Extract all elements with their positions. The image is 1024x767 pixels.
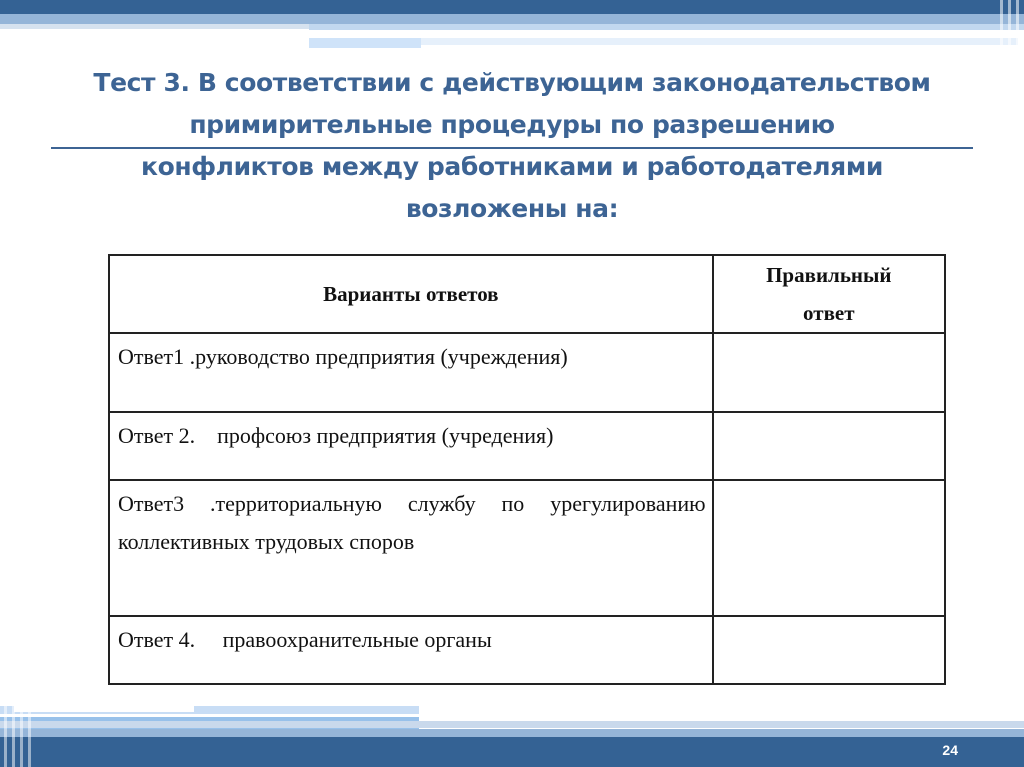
title-line: возложены на: xyxy=(405,194,619,223)
bottom-band-highlight xyxy=(75,714,419,717)
table-row xyxy=(109,616,945,684)
title-line: конфликтов между работниками и работодателями xyxy=(141,152,883,181)
table-row xyxy=(109,480,945,616)
correct-answer-cell[interactable] xyxy=(713,480,945,616)
table-row xyxy=(109,333,945,412)
answer-option-cell xyxy=(109,412,713,480)
correct-answer-cell[interactable] xyxy=(713,616,945,684)
table-header-row xyxy=(109,255,945,333)
top-band-stripe xyxy=(309,38,421,48)
top-band-vertical-line xyxy=(1016,0,1019,48)
top-band-light xyxy=(0,14,1024,24)
answer-option-cell xyxy=(109,616,713,684)
header-correct-line: ответ xyxy=(803,301,855,325)
header-options: Варианты ответов xyxy=(109,255,713,333)
header-correct-line: Правильный xyxy=(766,263,892,287)
header-correct-answer xyxy=(713,255,945,333)
answer-option-text: Ответ3 .территориальную службу по урегулированию коллективных трудовых споров xyxy=(118,491,706,554)
bottom-band-stripe xyxy=(0,721,1024,728)
top-band-highlight xyxy=(309,33,487,36)
top-band-vertical-line xyxy=(1008,0,1011,48)
slide-title xyxy=(51,62,973,230)
top-band-stripe xyxy=(0,24,309,29)
top-band-vertical-line xyxy=(1000,0,1003,48)
top-band-stripe xyxy=(421,38,1018,45)
title-divider xyxy=(51,147,973,149)
bottom-band-vertical-line xyxy=(4,706,7,767)
bottom-band-vertical-line xyxy=(28,706,31,767)
answer-option-cell xyxy=(109,480,713,616)
answers-table xyxy=(108,254,946,685)
answer-option-cell xyxy=(109,333,713,412)
table-row xyxy=(109,412,945,480)
bottom-band-highlight xyxy=(14,706,194,712)
answer-option-text: Ответ1 .руководство предприятия (учреждения) xyxy=(118,344,568,369)
correct-answer-cell[interactable] xyxy=(713,412,945,480)
bottom-band-vertical-line xyxy=(12,706,15,767)
bottom-band-light xyxy=(0,729,1024,737)
correct-answer-cell[interactable] xyxy=(713,333,945,412)
bottom-band-vertical-line xyxy=(20,706,23,767)
top-band-dark xyxy=(0,0,1024,14)
title-line: Тест 3. В соответствии с действующим законодательством xyxy=(93,68,931,97)
answer-option-text: Ответ 4. правоохранительные органы xyxy=(118,627,492,652)
title-line: примирительные процедуры по разрешению xyxy=(189,110,835,139)
top-band-stripe xyxy=(309,24,1024,30)
page-number: 24 xyxy=(942,742,958,758)
answer-option-text: Ответ 2. профсоюз предприятия (учредения) xyxy=(118,423,554,448)
bottom-band-dark xyxy=(0,737,1024,767)
